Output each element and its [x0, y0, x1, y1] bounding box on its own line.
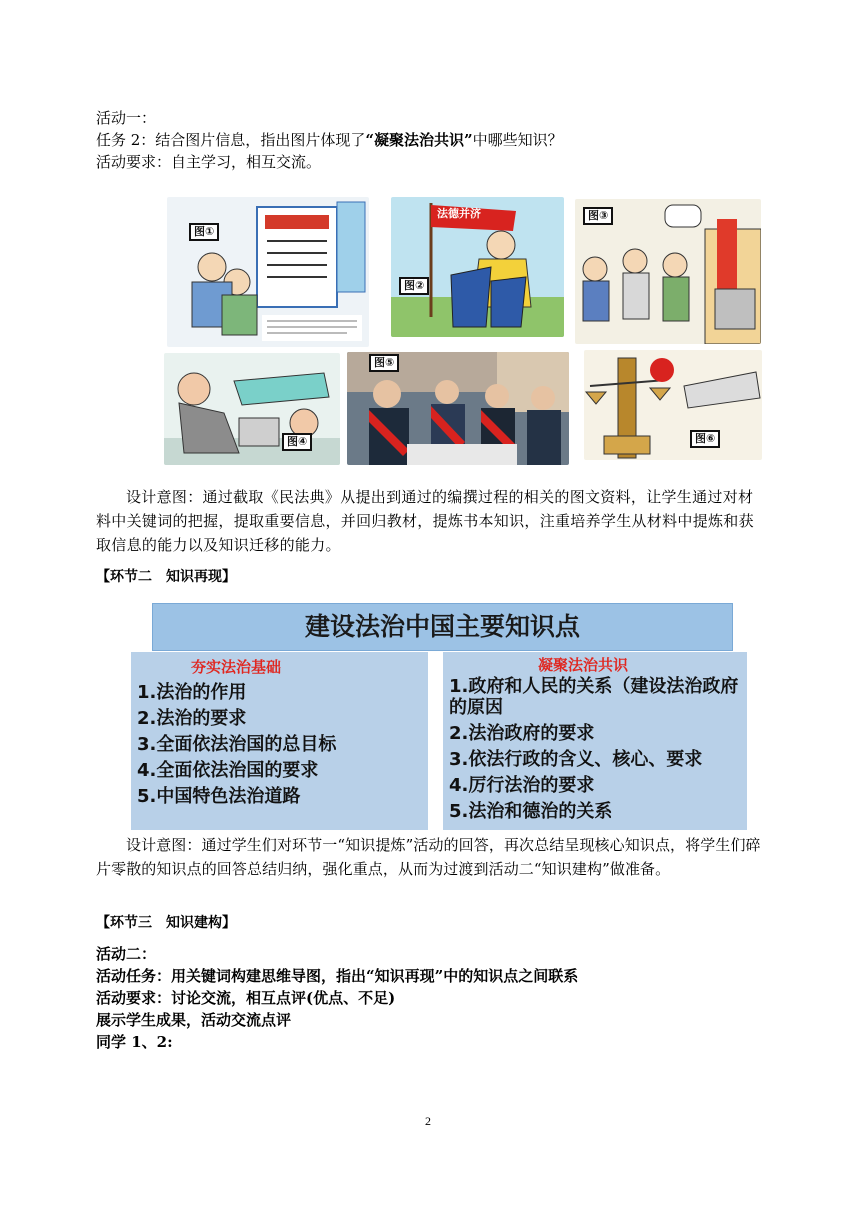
knowledge-title: 建设法治中国主要知识点	[304, 612, 580, 641]
activity2-show: 展示学生成果，活动交流点评	[96, 1011, 292, 1029]
left-panel-title: 夯实法治基础	[190, 658, 281, 676]
activity2-students: 同学 1、2:	[96, 1033, 173, 1051]
cartoon-service-list-icon	[167, 197, 369, 347]
task-prefix: 任务 2：结合图片信息，指出图片体现了	[96, 131, 366, 149]
task-bold-keyword: “凝聚法治共识”	[365, 131, 473, 149]
task-suffix: 中哪些知识？	[472, 131, 563, 149]
cartoon-legislation-image	[575, 199, 761, 344]
list-item: 4.全面依法治国的要求	[137, 760, 319, 781]
cartoon-environment-icon	[164, 353, 340, 465]
list-item: 3.依法行政的含义、核心、要求	[449, 749, 703, 770]
activity2-title: 活动二：	[96, 945, 157, 963]
list-item: 5.中国特色法治道路	[137, 786, 301, 807]
image-label: 图⑤	[369, 354, 399, 372]
list-item: 4.厉行法治的要求	[449, 775, 595, 796]
knowledge-title-bar	[152, 603, 733, 651]
design-intent-2: 设计意图：通过学生们对环节一“知识提炼”活动的回答，再次总结呈现核心知识点，将学生们碎片零散的知识点的回答总结归纳，强化重点，从而为过渡到活动二“知识建构”做准备。	[96, 836, 761, 878]
photo-law-promotion-image	[347, 352, 569, 465]
activity1-task	[96, 130, 563, 150]
activity1-title: 活动一：	[96, 109, 157, 127]
list-item: 2.法治政府的要求	[449, 723, 595, 744]
right-panel-title: 凝聚法治共识	[537, 656, 628, 674]
activity2-task: 活动任务：用关键词构建思维导图，指出“知识再现”中的知识点之间联系	[96, 967, 579, 985]
section3-heading: 【环节三 知识建构】	[96, 915, 236, 931]
cartoon-flag-image	[391, 197, 564, 337]
image-label: 图②	[399, 277, 429, 295]
cartoon-justice-icon	[584, 350, 762, 460]
cartoon-justice-image	[584, 350, 762, 460]
list-item: 1.法治的作用	[137, 682, 247, 703]
cartoon-service-list-image	[167, 197, 369, 347]
image-label: 图④	[282, 433, 312, 451]
left-knowledge-panel	[131, 652, 428, 830]
image-label: 图③	[583, 207, 613, 225]
section2-heading: 【环节二 知识再现】	[96, 569, 236, 585]
list-item: 3.全面依法治国的总目标	[137, 734, 337, 755]
cartoon-environment-image	[164, 353, 340, 465]
list-item: 5.法治和德治的关系	[449, 801, 613, 822]
image-label: 图①	[189, 223, 219, 241]
flag-caption: 法德并济	[437, 207, 481, 220]
design-intent-1: 设计意图：通过截取《民法典》从提出到通过的编撰过程的相关的图文资料，让学生通过对材料中关键词的把握，提取重要信息，并回归教材，提炼书本知识，注重培养学生从材料中提炼和获取信息的能力以及知识迁移的能力。	[96, 488, 754, 554]
activity2-requirement: 活动要求：讨论交流，相互点评(优点、不足)	[96, 989, 396, 1007]
list-item: 2.法治的要求	[137, 708, 247, 729]
image-label: 图⑥	[690, 430, 720, 448]
list-item: 1.政府和人民的关系（建设法治政府的原因	[449, 676, 739, 718]
page-number: 2	[425, 1114, 431, 1128]
activity1-requirement: 活动要求：自主学习，相互交流。	[96, 153, 322, 171]
left-items-list	[137, 680, 336, 810]
right-knowledge-panel	[443, 652, 747, 830]
right-items-list	[449, 676, 743, 825]
